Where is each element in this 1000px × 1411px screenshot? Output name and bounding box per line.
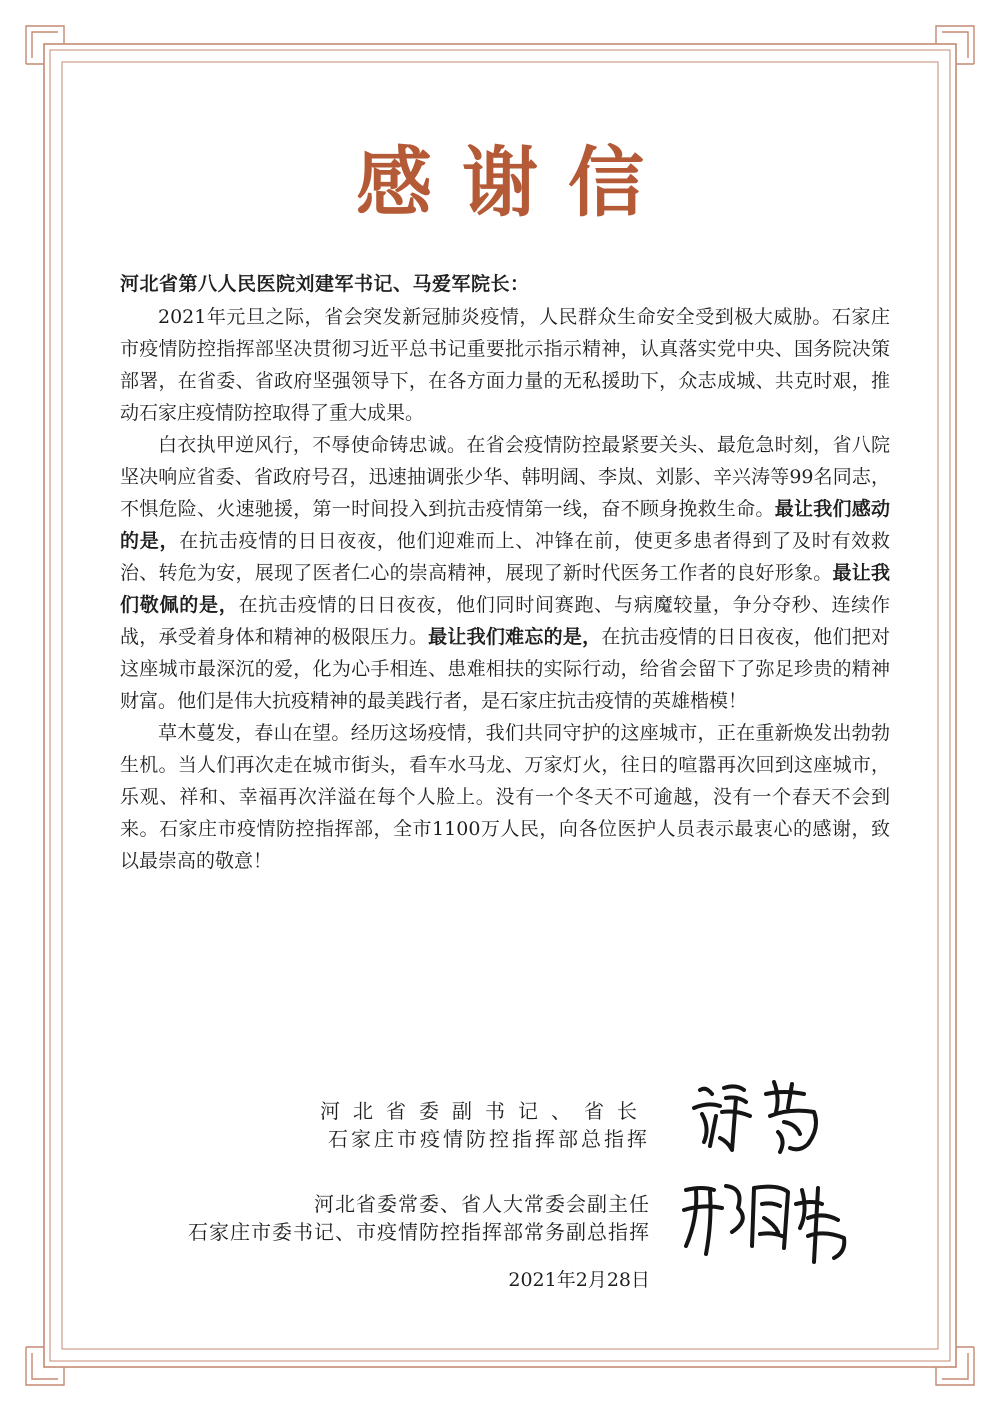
signatory-1-title-line-1: 河北省委副书记、省长 xyxy=(320,1099,650,1123)
emphasis-admired: 最让我们敬佩的是， xyxy=(120,562,890,616)
paragraph-2-part-2: 在抗击疫情的日日夜夜，他们迎难而上、冲锋在前，使更多患者得到了及时有效救治、转危为安，展现了医者仁心的崇高精神，展现了新时代医务工作者的良好形象。 xyxy=(120,530,890,584)
letter-title: 感谢信 xyxy=(356,138,674,227)
paragraph-2-part-4: 在抗击疫情的日日夜夜，他们把对这座城市最深沉的爱，化为心手相连、患难相扶的实际行动，给省会留下了弥足珍贵的精神财富。他们是伟大抗疫精神的最美践行者，是石家庄抗击疫情的英雄楷模！ xyxy=(120,626,890,712)
signatory-1-titles xyxy=(0,1097,650,1153)
signature-1 xyxy=(680,1068,840,1158)
signature-2 xyxy=(668,1168,858,1268)
signatory-1-title-line-2: 石家庄市疫情防控指挥部总指挥 xyxy=(328,1127,650,1151)
paragraph-2-part-1: 白衣执甲逆风行，不辱使命铸忠诚。在省会疫情防控最紧要关头、最危急时刻，省八院坚决响应省委、省政府号召，迅速抽调张少华、韩明阔、李岚、刘影、辛兴涛等99名同志，不惧危险、火速驰援，第一时间投入到抗击疫情第一线，奋不顾身挽救生命。 xyxy=(120,434,890,520)
emphasis-unforgettable: 最让我们难忘的是， xyxy=(428,626,602,648)
emphasis-moved: 最让我们感动的是， xyxy=(120,498,890,552)
signatory-2-title-line-1: 河北省委常委、省人大常委会副主任 xyxy=(314,1192,650,1216)
paragraph-2 xyxy=(120,429,890,717)
salutation: 河北省第八人民医院刘建军书记、马爱军院长： xyxy=(120,273,530,295)
letter-date: 2021年2月28日 xyxy=(508,1269,650,1291)
paragraph-1: 2021年元旦之际，省会突发新冠肺炎疫情，人民群众生命安全受到极大威胁。石家庄市疫情防控指挥部坚决贯彻习近平总书记重要批示指示精神，认真落实党中央、国务院决策部署，在省委、省政府坚强领导下，在各方面力量的无私援助下，众志成城、共克时艰，推动石家庄疫情防控取得了重大成果。 xyxy=(120,306,890,424)
signatory-2-titles xyxy=(0,1190,650,1246)
paragraph-2-part-3: 在抗击疫情的日日夜夜，他们同时间赛跑、与病魔较量，争分夺秒、连续作战，承受着身体和精神的极限压力。 xyxy=(120,594,890,648)
paragraph-3: 草木蔓发，春山在望。经历这场疫情，我们共同守护的这座城市，正在重新焕发出勃勃生机。当人们再次走在城市街头，看车水马龙、万家灯火，往日的喧嚣再次回到这座城市，乐观、祥和、幸福再次洋溢在每个人脸上。没有一个冬天不可逾越，没有一个春天不会到来。石家庄市疫情防控指挥部，全市1100万人民，向各位医护人员表示最衷心的感谢，致以最崇高的敬意！ xyxy=(120,722,890,872)
signatory-2-title-line-2: 石家庄市委书记、市疫情防控指挥部常务副总指挥 xyxy=(188,1220,650,1244)
letter-body xyxy=(120,268,890,877)
